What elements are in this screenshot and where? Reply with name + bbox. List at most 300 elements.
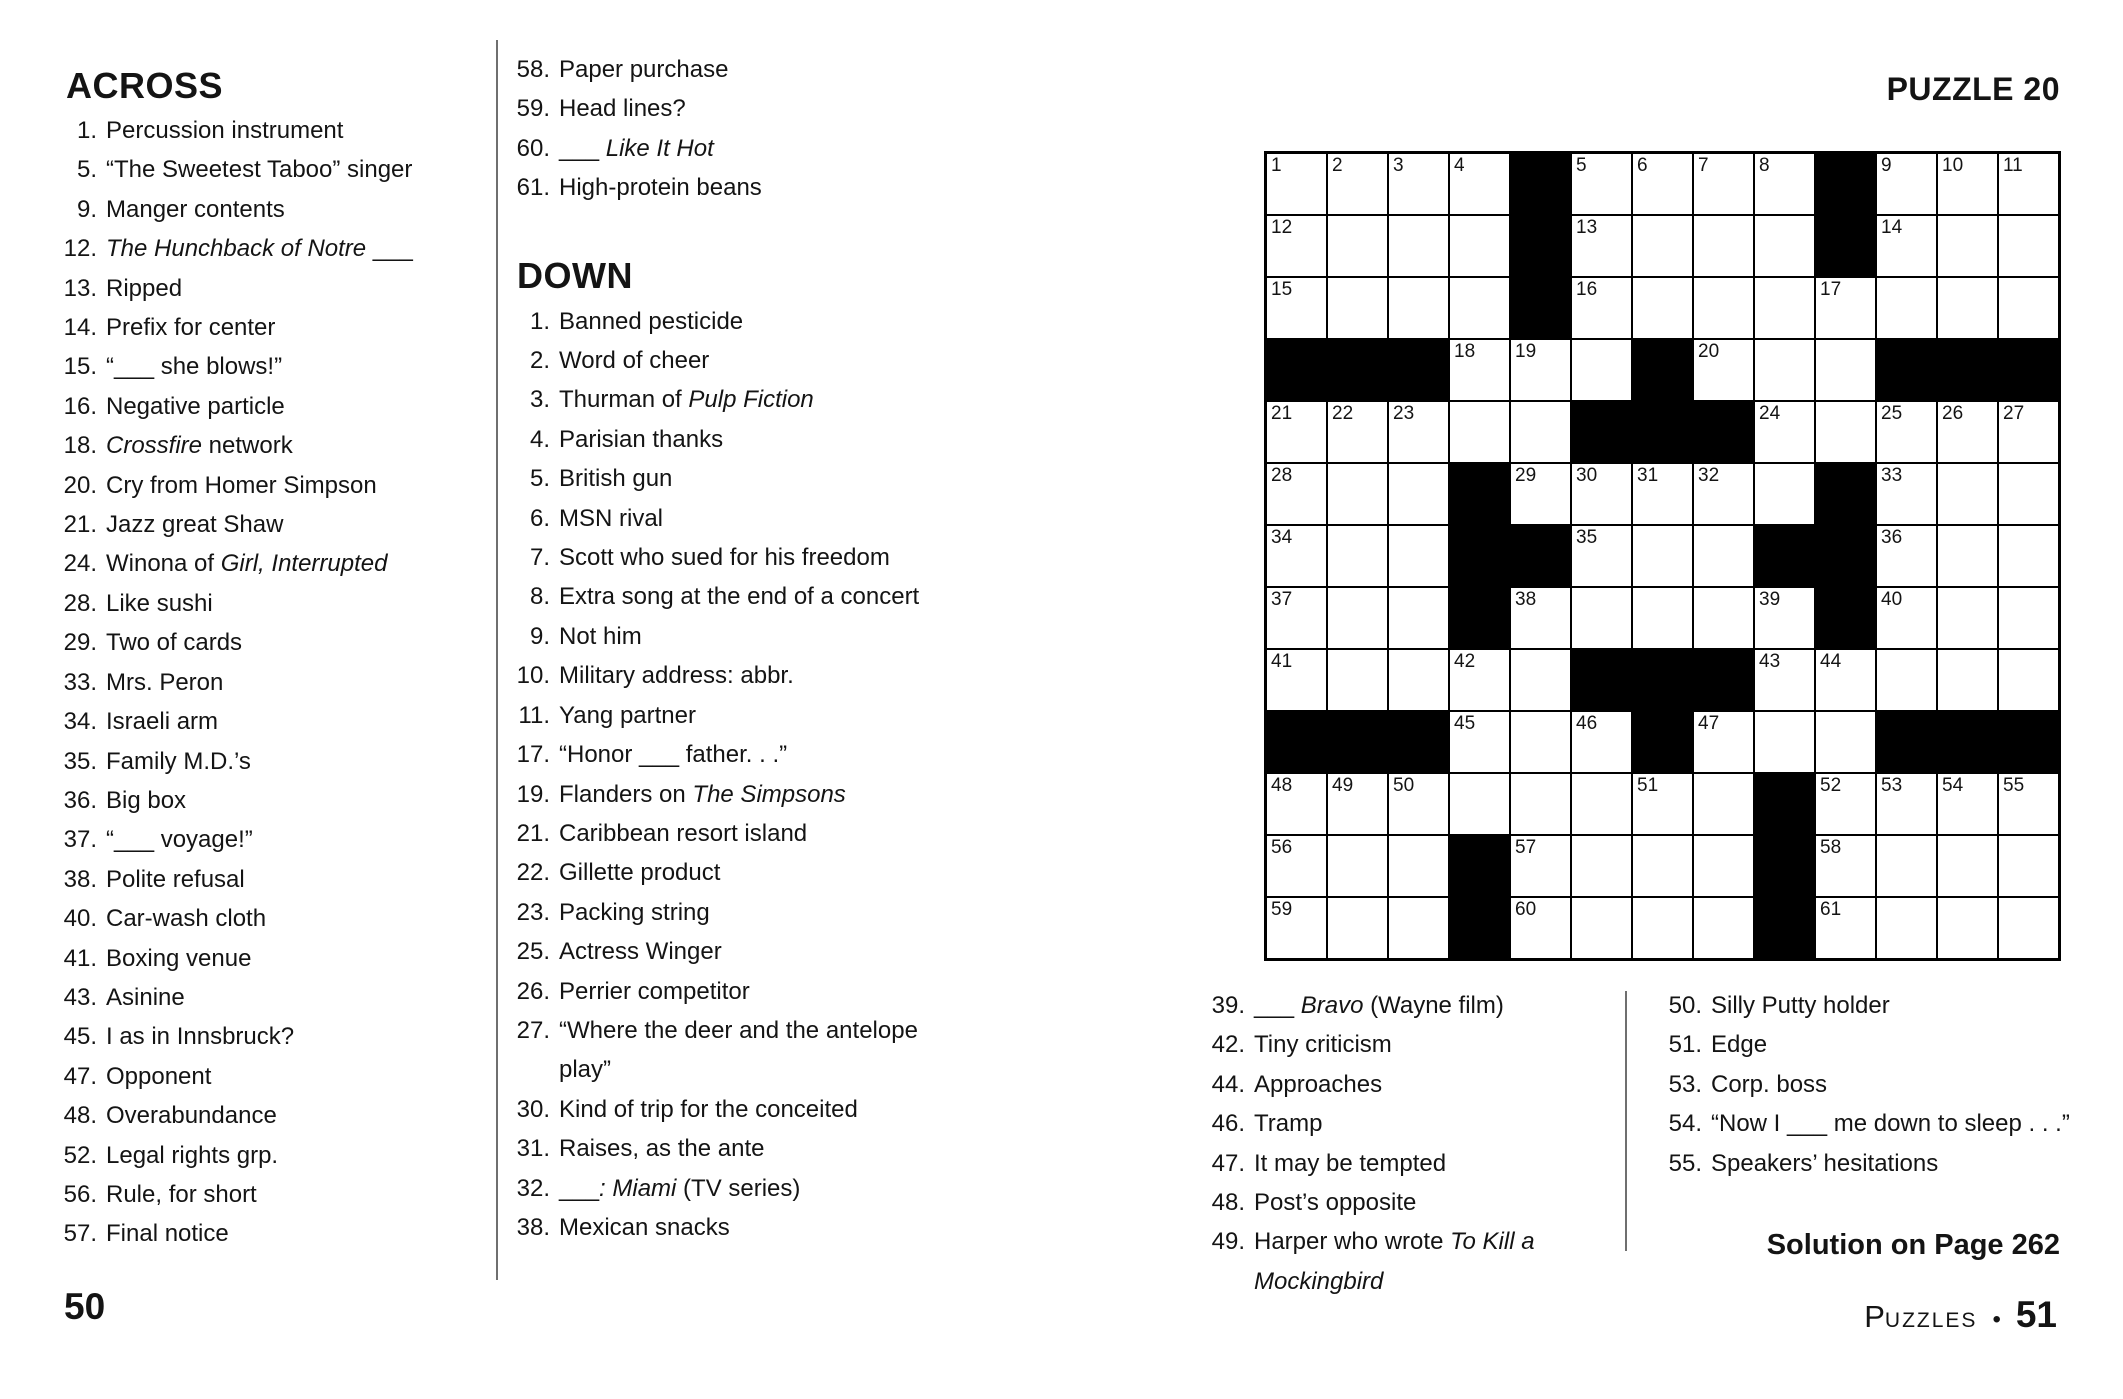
grid-cell[interactable] — [1267, 526, 1326, 586]
grid-cell[interactable] — [1938, 216, 1997, 276]
page-number-left: 50 — [64, 1286, 106, 1327]
grid-cell[interactable] — [1450, 340, 1509, 400]
grid-cell-black — [1755, 526, 1814, 586]
cell-number: 55 — [2003, 775, 2025, 796]
clue-item — [508, 302, 960, 341]
grid-cell[interactable] — [1267, 836, 1326, 896]
cell-number: 25 — [1881, 403, 1903, 424]
clue-item — [55, 820, 495, 859]
clue-item — [508, 420, 960, 459]
grid-cell[interactable] — [1328, 464, 1387, 524]
cell-number: 36 — [1881, 527, 1903, 548]
grid-cell[interactable] — [1999, 216, 2058, 276]
grid-cell[interactable] — [1389, 526, 1448, 586]
grid-cell[interactable] — [1755, 650, 1814, 710]
clue-number: 47. — [63, 1062, 97, 1090]
grid-cell[interactable] — [1633, 154, 1692, 214]
cell-number: 34 — [1271, 527, 1293, 548]
cell-number: 47 — [1698, 713, 1720, 734]
clue-item — [1656, 1025, 2086, 1064]
grid-cell[interactable] — [1389, 774, 1448, 834]
grid-cell[interactable] — [1877, 774, 1936, 834]
across-clue-list-2 — [508, 50, 960, 208]
clue-text: Actress Winger — [559, 938, 722, 966]
grid-cell[interactable] — [1389, 278, 1448, 338]
grid-cell[interactable] — [1572, 588, 1631, 648]
grid-cell-black — [1999, 340, 2058, 400]
clue-text: Thurman of Pulp Fiction — [559, 386, 814, 414]
grid-cell[interactable] — [1572, 526, 1631, 586]
grid-cell[interactable] — [1816, 278, 1875, 338]
grid-cell[interactable] — [1328, 526, 1387, 586]
grid-cell[interactable] — [1999, 898, 2058, 958]
clue-number: 50. — [1668, 992, 1702, 1019]
clue-number: 7. — [529, 544, 550, 572]
clue-number: 18. — [63, 432, 97, 460]
grid-cell[interactable] — [1938, 464, 1997, 524]
grid-cell[interactable] — [1694, 526, 1753, 586]
clue-text: Banned pesticide — [559, 307, 744, 335]
clue-text: “Honor ___ father. . .” — [559, 741, 788, 769]
cell-number: 30 — [1576, 465, 1598, 486]
grid-cell[interactable] — [1694, 774, 1753, 834]
grid-cell[interactable] — [1511, 898, 1570, 958]
grid-cell[interactable] — [1694, 340, 1753, 400]
grid-cell[interactable] — [1938, 526, 1997, 586]
clue-number: 17. — [516, 741, 550, 769]
grid-cell[interactable] — [1999, 278, 2058, 338]
clue-item — [55, 269, 495, 308]
footer-brand-rest: UZZLES — [1884, 1309, 1978, 1332]
cell-number: 49 — [1332, 775, 1354, 796]
grid-cell[interactable] — [1572, 898, 1631, 958]
grid-cell[interactable] — [1755, 712, 1814, 772]
grid-cell[interactable] — [1633, 216, 1692, 276]
clue-number: 23. — [516, 898, 550, 926]
clue-text: Overabundance — [106, 1102, 277, 1130]
clue-number: 52. — [63, 1141, 97, 1169]
grid-cell[interactable] — [1267, 774, 1326, 834]
grid-cell[interactable] — [1694, 216, 1753, 276]
grid-cell[interactable] — [1938, 588, 1997, 648]
grid-cell[interactable] — [1877, 464, 1936, 524]
grid-cell[interactable] — [1755, 216, 1814, 276]
clue-item — [1199, 1144, 1631, 1183]
clue-item — [508, 341, 960, 380]
grid-cell[interactable] — [1328, 588, 1387, 648]
grid-cell-black — [1755, 898, 1814, 958]
grid-cell[interactable] — [1450, 774, 1509, 834]
grid-cell[interactable] — [1938, 836, 1997, 896]
clue-number: 9. — [529, 622, 550, 650]
clue-item — [508, 1169, 960, 1208]
grid-cell[interactable] — [1755, 278, 1814, 338]
clue-text: Yang partner — [559, 701, 696, 729]
clue-item — [55, 1175, 495, 1214]
cell-number: 9 — [1881, 155, 1892, 176]
cell-number: 21 — [1271, 403, 1293, 424]
cell-number: 14 — [1881, 217, 1903, 238]
clue-number: 31. — [516, 1135, 550, 1163]
grid-cell[interactable] — [1877, 278, 1936, 338]
grid-cell[interactable] — [1572, 712, 1631, 772]
grid-cell[interactable] — [1816, 898, 1875, 958]
clue-item — [1199, 1104, 1631, 1143]
clue-item — [1656, 1104, 2086, 1143]
grid-cell-black — [1450, 836, 1509, 896]
grid-cell-black — [1816, 464, 1875, 524]
cell-number: 42 — [1454, 651, 1476, 672]
cell-number: 8 — [1759, 155, 1770, 176]
clue-text: Flanders on The Simpsons — [559, 780, 846, 808]
grid-cell[interactable] — [1938, 278, 1997, 338]
clue-item — [55, 1057, 495, 1096]
clue-text: MSN rival — [559, 504, 664, 532]
grid-cell[interactable] — [1755, 588, 1814, 648]
grid-cell[interactable] — [1511, 588, 1570, 648]
grid-cell[interactable] — [1572, 774, 1631, 834]
cell-number: 27 — [2003, 403, 2025, 424]
grid-cell[interactable] — [1877, 650, 1936, 710]
footer-right — [1864, 1294, 2057, 1336]
cell-number: 6 — [1637, 155, 1648, 176]
clue-item — [1199, 1183, 1631, 1222]
clue-text: Boxing venue — [106, 944, 252, 972]
clue-number: 38. — [63, 865, 97, 893]
clue-number: 46. — [1211, 1110, 1245, 1138]
grid-cell-black — [1511, 154, 1570, 214]
grid-cell[interactable] — [1816, 402, 1875, 462]
grid-cell[interactable] — [1511, 464, 1570, 524]
down-clue-list-2 — [1199, 986, 1631, 1301]
grid-cell[interactable] — [1328, 898, 1387, 958]
clue-number: 13. — [63, 274, 97, 302]
grid-cell[interactable] — [1755, 464, 1814, 524]
clue-text: Cry from Homer Simpson — [106, 471, 377, 499]
grid-cell[interactable] — [1267, 154, 1326, 214]
clue-item — [508, 459, 960, 498]
grid-cell[interactable] — [1511, 836, 1570, 896]
grid-cell[interactable] — [1450, 216, 1509, 276]
grid-cell-black — [1938, 712, 1997, 772]
clue-item — [508, 932, 960, 971]
clue-text: “___ she blows!” — [106, 353, 283, 381]
grid-cell[interactable] — [1633, 278, 1692, 338]
cell-number: 2 — [1332, 155, 1343, 176]
grid-cell-black — [1633, 340, 1692, 400]
grid-cell[interactable] — [1816, 650, 1875, 710]
grid-cell[interactable] — [1328, 216, 1387, 276]
clue-number: 33. — [63, 668, 97, 696]
clue-item — [508, 893, 960, 932]
grid-cell-black — [1938, 340, 1997, 400]
grid-cell[interactable] — [1267, 464, 1326, 524]
clue-item — [508, 656, 960, 695]
grid-cell[interactable] — [1999, 650, 2058, 710]
grid-cell[interactable] — [1267, 650, 1326, 710]
grid-cell[interactable] — [1938, 650, 1997, 710]
clue-item — [55, 623, 495, 662]
grid-cell[interactable] — [1389, 464, 1448, 524]
clue-item — [55, 111, 495, 150]
cell-number: 31 — [1637, 465, 1659, 486]
clue-number: 37. — [63, 826, 97, 854]
cell-number: 1 — [1271, 155, 1282, 176]
grid-cell[interactable] — [1633, 836, 1692, 896]
grid-cell[interactable] — [1328, 154, 1387, 214]
clue-text: Polite refusal — [106, 865, 245, 893]
clue-text: Percussion instrument — [106, 117, 344, 144]
clue-text: Israeli arm — [106, 708, 219, 736]
clue-item — [55, 347, 495, 386]
grid-cell[interactable] — [1450, 278, 1509, 338]
clue-item — [55, 1136, 495, 1175]
grid-cell[interactable] — [1999, 836, 2058, 896]
grid-cell[interactable] — [1938, 898, 1997, 958]
grid-cell[interactable] — [1389, 650, 1448, 710]
grid-cell[interactable] — [1999, 464, 2058, 524]
grid-cell[interactable] — [1511, 402, 1570, 462]
cell-number: 32 — [1698, 465, 1720, 486]
grid-cell[interactable] — [1328, 650, 1387, 710]
clue-item — [55, 978, 495, 1017]
clue-item — [55, 229, 495, 268]
clue-number: 61. — [516, 174, 550, 202]
cell-number: 12 — [1271, 217, 1293, 238]
grid-cell[interactable] — [1633, 588, 1692, 648]
grid-cell[interactable] — [1267, 898, 1326, 958]
cell-number: 40 — [1881, 589, 1903, 610]
clue-number: 49. — [1211, 1228, 1245, 1256]
grid-cell-black — [1450, 898, 1509, 958]
grid-cell[interactable] — [1389, 216, 1448, 276]
grid-cell-black — [1633, 712, 1692, 772]
clue-text: “___ voyage!” — [106, 826, 253, 854]
grid-cell-black — [1816, 526, 1875, 586]
down-clue-list-1 — [508, 302, 960, 1248]
grid-cell[interactable] — [1572, 464, 1631, 524]
clue-text: Mrs. Peron — [106, 668, 224, 696]
clue-item — [55, 1096, 495, 1135]
clue-number: 38. — [516, 1213, 550, 1241]
grid-cell[interactable] — [1511, 650, 1570, 710]
clue-text: Jazz great Shaw — [106, 511, 284, 539]
cell-number: 19 — [1515, 341, 1537, 362]
column-divider-left — [496, 40, 498, 1280]
clue-item — [508, 617, 960, 656]
clue-number: 55. — [1668, 1149, 1702, 1177]
clue-text: Opponent — [106, 1062, 212, 1090]
clue-item — [1656, 986, 2086, 1025]
clue-number: 42. — [1211, 1031, 1245, 1059]
down-clue-list-3 — [1656, 986, 2086, 1183]
grid-cell-black — [1450, 464, 1509, 524]
clue-text: Silly Putty holder — [1711, 992, 1890, 1019]
grid-cell[interactable] — [1450, 154, 1509, 214]
cell-number: 44 — [1820, 651, 1842, 672]
grid-cell[interactable] — [1572, 154, 1631, 214]
grid-cell[interactable] — [1755, 154, 1814, 214]
clue-text: Mexican snacks — [559, 1213, 730, 1241]
grid-cell[interactable] — [1389, 154, 1448, 214]
grid-cell[interactable] — [1450, 712, 1509, 772]
grid-cell[interactable] — [1267, 588, 1326, 648]
cell-number: 51 — [1637, 775, 1659, 796]
clue-number: 8. — [529, 583, 550, 611]
clue-number: 45. — [63, 1023, 97, 1051]
grid-cell[interactable] — [1389, 402, 1448, 462]
grid-cell[interactable] — [1694, 836, 1753, 896]
grid-cell[interactable] — [1633, 526, 1692, 586]
clue-item — [55, 544, 495, 583]
clue-item — [508, 499, 960, 538]
grid-cell[interactable] — [1938, 402, 1997, 462]
grid-cell[interactable] — [1511, 712, 1570, 772]
clue-number: 1. — [76, 117, 97, 144]
clue-text: High-protein beans — [559, 174, 762, 202]
clue-item — [55, 702, 495, 741]
middle-clues-column — [508, 50, 960, 1247]
grid-cell[interactable] — [1816, 340, 1875, 400]
clue-item — [508, 1129, 960, 1168]
clue-item — [508, 50, 960, 89]
clue-item — [508, 380, 960, 419]
grid-cell[interactable] — [1877, 216, 1936, 276]
clue-text: ___ Like It Hot — [559, 134, 714, 162]
grid-cell[interactable] — [1694, 588, 1753, 648]
clue-number: 3. — [529, 386, 550, 414]
clue-number: 2. — [529, 347, 550, 375]
grid-cell[interactable] — [1755, 340, 1814, 400]
grid-cell[interactable] — [1267, 402, 1326, 462]
grid-cell[interactable] — [1389, 898, 1448, 958]
grid-cell[interactable] — [1328, 836, 1387, 896]
clue-text: Speakers’ hesitations — [1711, 1149, 1939, 1177]
cell-number: 26 — [1942, 403, 1964, 424]
grid-cell[interactable] — [1633, 464, 1692, 524]
grid-cell[interactable] — [1938, 154, 1997, 214]
grid-cell[interactable] — [1755, 402, 1814, 462]
clue-item — [508, 1011, 960, 1090]
grid-cell[interactable] — [1694, 712, 1753, 772]
clue-text: Extra song at the end of a concert — [559, 583, 920, 611]
clue-item — [55, 150, 495, 189]
grid-cell-black — [1328, 712, 1387, 772]
grid-cell[interactable] — [1816, 774, 1875, 834]
grid-cell[interactable] — [1511, 340, 1570, 400]
clue-text: I as in Innsbruck? — [106, 1023, 295, 1051]
grid-cell[interactable] — [1267, 216, 1326, 276]
clue-number: 44. — [1211, 1070, 1245, 1098]
grid-cell[interactable] — [1328, 402, 1387, 462]
clue-item — [508, 775, 960, 814]
clue-number: 5. — [76, 156, 97, 184]
clue-text: Gillette product — [559, 859, 721, 887]
column-divider-bottom-right — [1625, 991, 1627, 1251]
cell-number: 58 — [1820, 837, 1842, 858]
grid-cell[interactable] — [1999, 526, 2058, 586]
grid-cell-black — [1389, 340, 1448, 400]
grid-cell[interactable] — [1572, 216, 1631, 276]
clue-text: British gun — [559, 465, 673, 493]
grid-cell[interactable] — [1267, 278, 1326, 338]
clue-number: 58. — [516, 56, 550, 83]
clue-item — [55, 939, 495, 978]
clue-text: Final notice — [106, 1220, 229, 1248]
grid-cell[interactable] — [1389, 836, 1448, 896]
grid-cell[interactable] — [1816, 836, 1875, 896]
grid-cell[interactable] — [1694, 278, 1753, 338]
clue-item — [55, 663, 495, 702]
grid-cell-black — [1999, 712, 2058, 772]
grid-cell[interactable] — [1450, 650, 1509, 710]
grid-cell[interactable] — [1694, 154, 1753, 214]
clue-item — [55, 190, 495, 229]
clue-number: 25. — [516, 938, 550, 966]
clue-number: 35. — [63, 747, 97, 775]
grid-cell[interactable] — [1877, 898, 1936, 958]
clue-number: 15. — [63, 353, 97, 381]
grid-cell[interactable] — [1999, 774, 2058, 834]
grid-cell[interactable] — [1694, 464, 1753, 524]
grid-cell[interactable] — [1877, 836, 1936, 896]
grid-cell[interactable] — [1816, 712, 1875, 772]
clue-item — [508, 129, 960, 168]
clue-number: 1. — [529, 307, 550, 335]
clue-number: 21. — [516, 819, 550, 847]
grid-cell[interactable] — [1572, 278, 1631, 338]
grid-cell[interactable] — [1511, 774, 1570, 834]
grid-cell[interactable] — [1328, 278, 1387, 338]
clue-item — [1656, 1144, 2086, 1183]
clue-item — [1656, 1065, 2086, 1104]
grid-cell[interactable] — [1633, 898, 1692, 958]
clue-text: Caribbean resort island — [559, 819, 808, 847]
clue-number: 27. — [516, 1016, 550, 1044]
grid-cell[interactable] — [1877, 526, 1936, 586]
grid-cell[interactable] — [1877, 588, 1936, 648]
clue-number: 21. — [63, 511, 97, 539]
clue-number: 51. — [1668, 1031, 1702, 1059]
clue-item — [55, 466, 495, 505]
cell-number: 20 — [1698, 341, 1720, 362]
grid-cell[interactable] — [1999, 154, 2058, 214]
grid-cell[interactable] — [1938, 774, 1997, 834]
grid-cell-black — [1328, 340, 1387, 400]
grid-cell[interactable] — [1633, 774, 1692, 834]
cell-number: 53 — [1881, 775, 1903, 796]
clue-text: Paper purchase — [559, 56, 729, 83]
clue-number: 54. — [1668, 1110, 1702, 1138]
grid-cell-black — [1633, 650, 1692, 710]
clue-item — [508, 89, 960, 128]
grid-cell[interactable] — [1389, 588, 1448, 648]
grid-cell[interactable] — [1572, 836, 1631, 896]
grid-cell[interactable] — [1572, 340, 1631, 400]
cell-number: 37 — [1271, 589, 1293, 610]
cell-number: 39 — [1759, 589, 1781, 610]
grid-cell[interactable] — [1694, 898, 1753, 958]
grid-cell[interactable] — [1328, 774, 1387, 834]
grid-cell[interactable] — [1877, 154, 1936, 214]
grid-cell[interactable] — [1450, 402, 1509, 462]
footer-bullet-icon: • — [1992, 1306, 2001, 1333]
grid-cell[interactable] — [1877, 402, 1936, 462]
grid-cell[interactable] — [1999, 402, 2058, 462]
cell-number: 5 — [1576, 155, 1587, 176]
clue-item — [55, 584, 495, 623]
grid-cell[interactable] — [1999, 588, 2058, 648]
